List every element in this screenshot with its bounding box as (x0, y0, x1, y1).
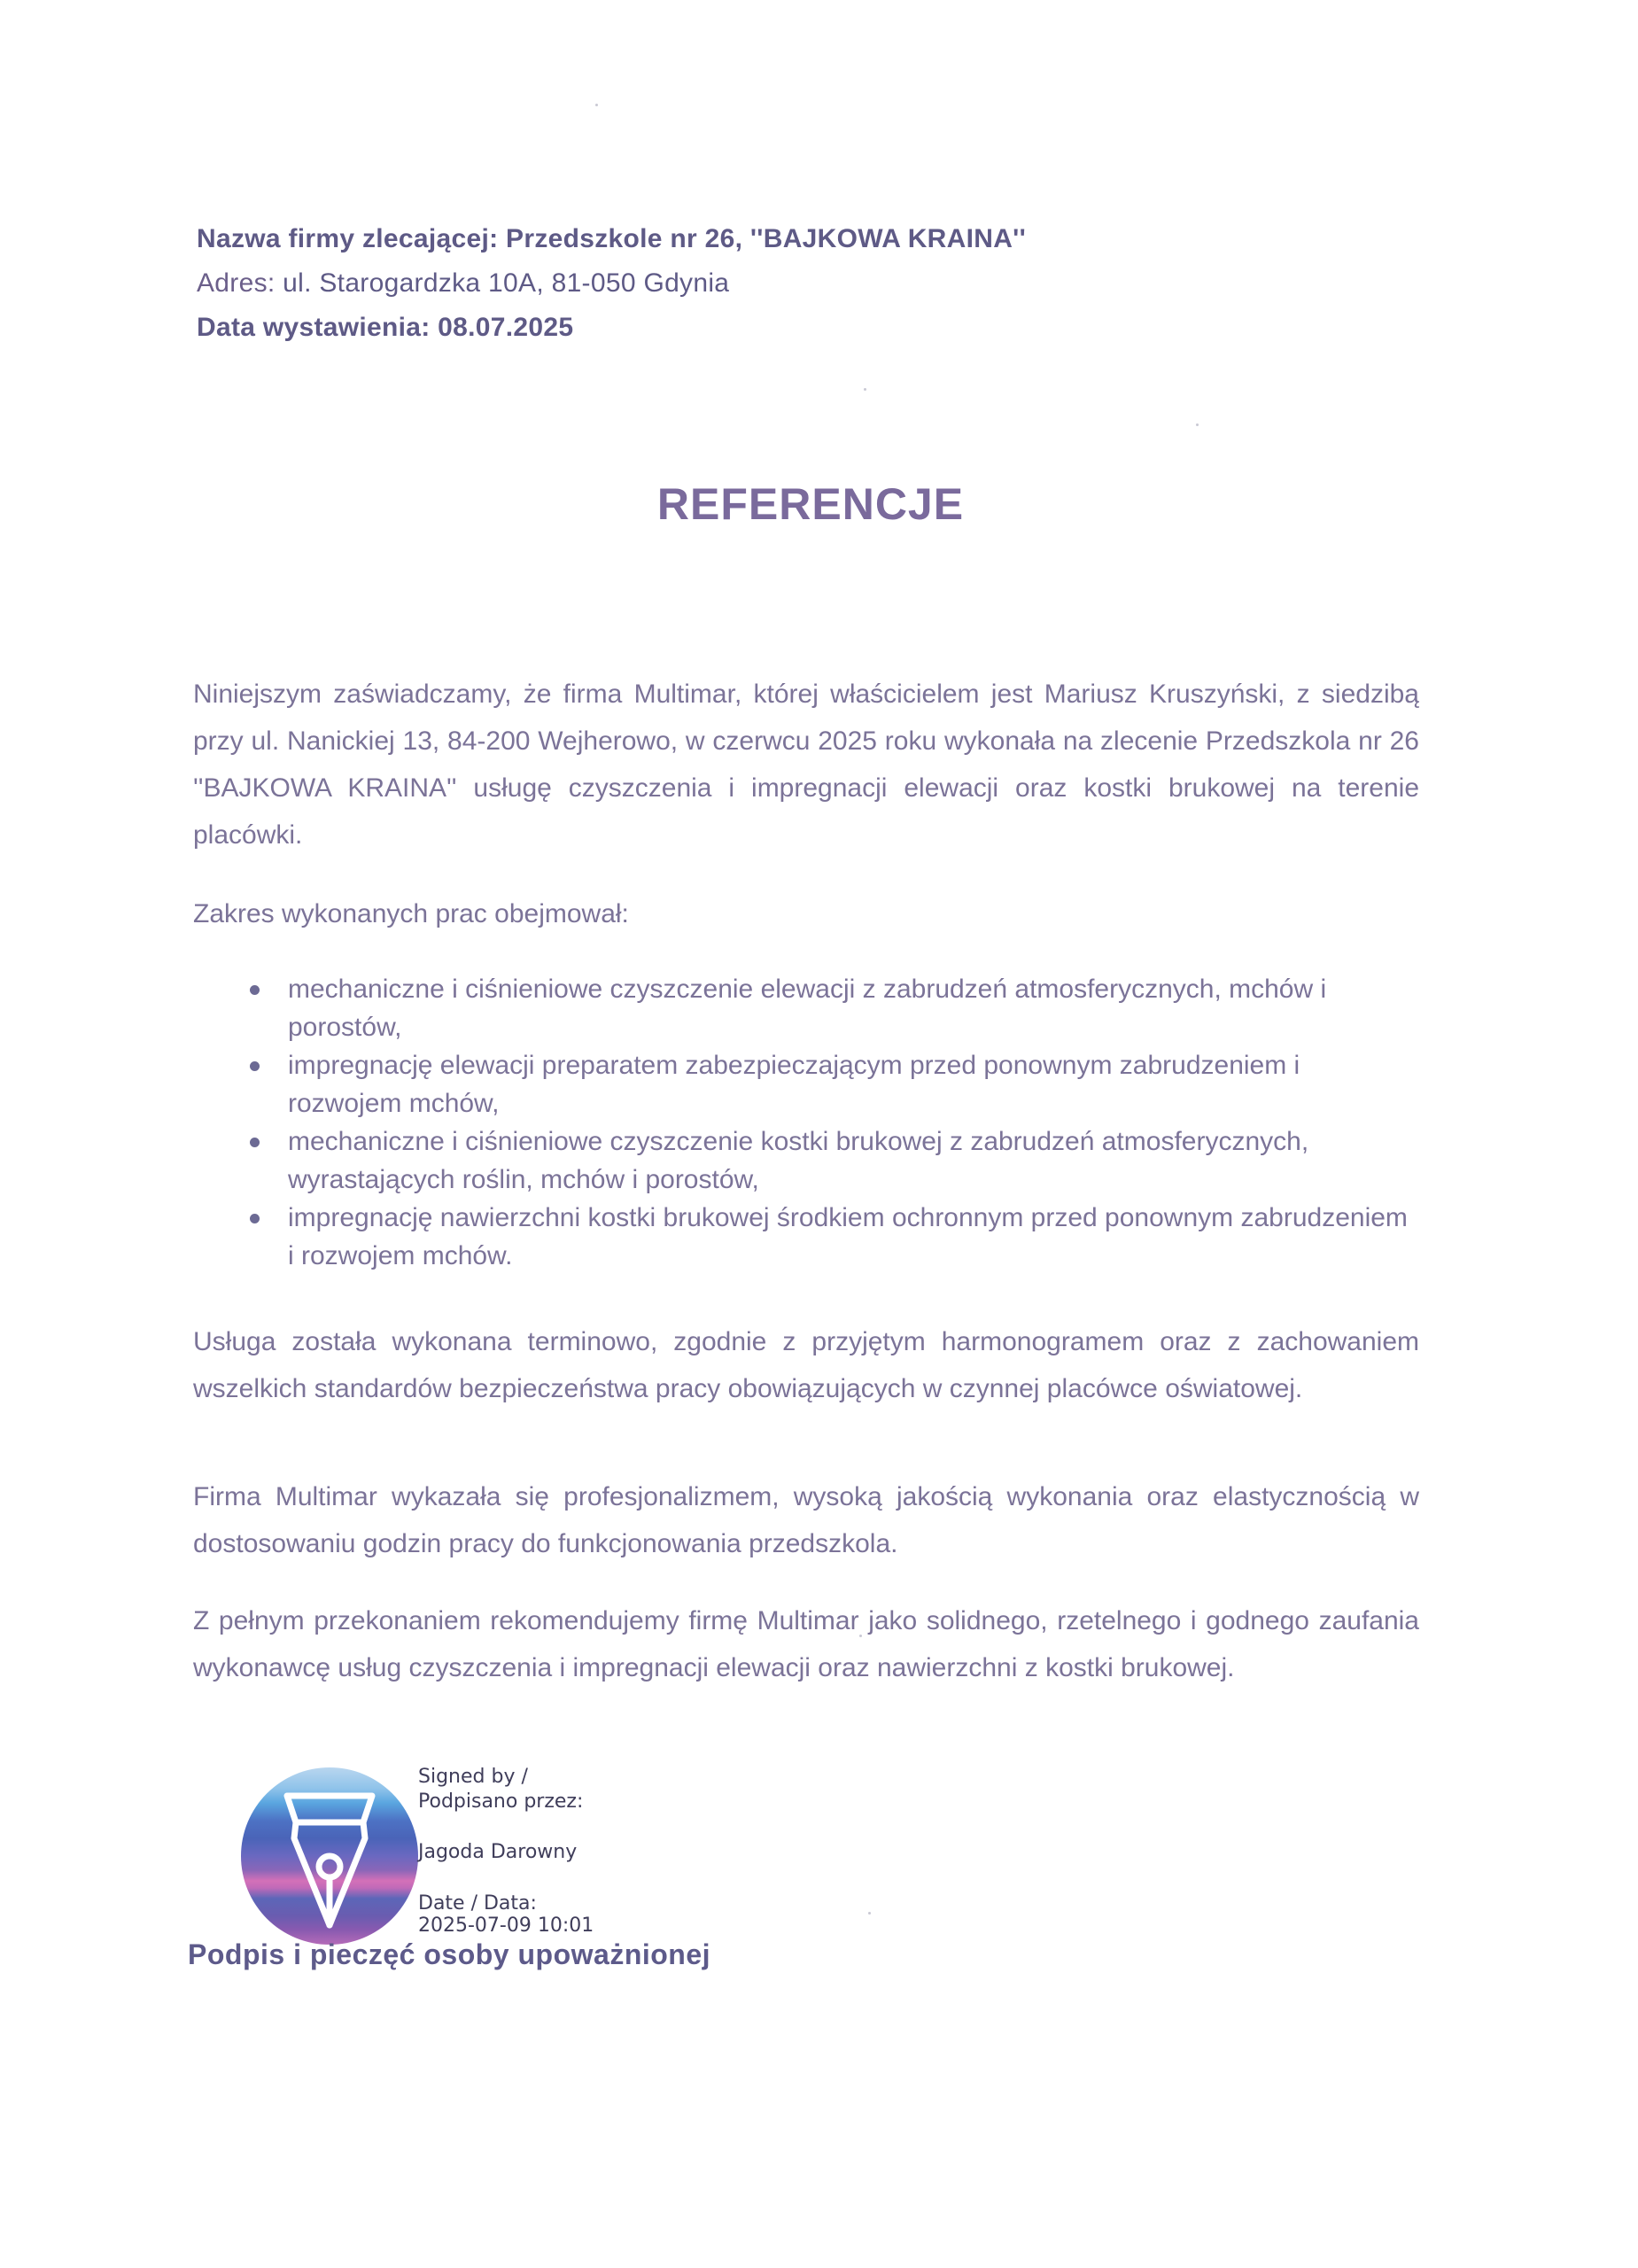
bullet-icon (250, 1138, 260, 1147)
fountain-pen-nib-icon (241, 1767, 418, 1945)
address-label: Adres: (197, 268, 276, 298)
timeliness-paragraph: Usługa została wykonana terminowo, zgodnie z przyjętym harmonogramem oraz z zachowaniem wszelkich standardów bezpieczeństwa pracy obowiązujących w czynnej placówce oświatowej. (193, 1327, 1419, 1403)
recommendation-paragraph: Z pełnym przekonaniem rekomendujemy firmę Multimar jako solidnego, rzetelnego i godnego zaufania wykonawcę usług czyszczenia i impregnacji elewacji oraz nawierzchni z kostki brukowej. (193, 1606, 1419, 1682)
list-item-text: impregnację nawierzchni kostki brukowej środkiem ochronnym przed ponownym zabrudzeniem i rozwojem mchów. (288, 1203, 1408, 1270)
issue-date-line (197, 313, 573, 343)
scan-speck (868, 1912, 871, 1915)
list-item (250, 970, 1410, 1046)
bullet-icon (250, 1061, 260, 1071)
intro-paragraph: Niniejszym zaświadczamy, że firma Multimar, której właścicielem jest Mariusz Kruszyński, z siedzibą przy ul. Nanickiej 13, 84-200 Wejherowo, w czerwcu 2025 roku wykonała na zlecenie Przedszkola nr 26 ''BAJKOWA KRAINA'' usługę czyszczenia i impregnacji elewacji oraz kostki brukowej na terenie placówki. (193, 680, 1419, 850)
scope-list (250, 970, 1410, 1275)
signature-date-value: 2025-07-09 10:01 (418, 1915, 594, 1937)
scan-speck (1196, 423, 1199, 426)
scope-heading: Zakres wykonanych prac obejmował: (193, 899, 629, 928)
issue-date-value: 08.07.2025 (438, 313, 574, 342)
list-item (250, 1122, 1410, 1199)
signature-date-label: Date / Data: (418, 1892, 537, 1915)
list-item-text: mechaniczne i ciśnieniowe czyszczenie elewacji z zabrudzeń atmosferycznych, mchów i porostów, (288, 975, 1327, 1042)
list-item (250, 1199, 1410, 1275)
address-line (197, 268, 729, 299)
document-title: REFERENCJE (656, 479, 965, 529)
professionalism-paragraph: Firma Multimar wykazała się profesjonalizmem, wysoką jakością wykonania oraz elastycznością w dostosowaniu godzin pracy do funkcjonowania przedszkola. (193, 1482, 1419, 1558)
signed-by-label-en: Signed by / (418, 1766, 528, 1788)
signer-name: Jagoda Darowny (418, 1841, 578, 1863)
list-item-text: impregnację elewacji preparatem zabezpieczającym przed ponownym zabrudzeniem i rozwojem mchów, (288, 1051, 1300, 1118)
bullet-icon (250, 1214, 260, 1223)
list-item (250, 1046, 1410, 1122)
signed-by-label-pl: Podpisano przez: (418, 1790, 584, 1813)
bullet-icon (250, 985, 260, 995)
address-value: ul. Starogardzka 10A, 81-050 Gdynia (283, 268, 730, 298)
company-value: Przedszkole nr 26, ''BAJKOWA KRAINA'' (506, 224, 1027, 253)
company-label: Nazwa firmy zlecającej: (197, 224, 499, 253)
list-item-text: mechaniczne i ciśnieniowe czyszczenie kostki brukowej z zabrudzeń atmosferycznych, wyrastających roślin, mchów i porostów, (288, 1127, 1309, 1194)
company-line (197, 224, 1026, 254)
scan-speck (864, 388, 866, 391)
issue-date-label: Data wystawienia: (197, 313, 431, 342)
signature-stamp (241, 1767, 418, 1945)
scan-speck (595, 104, 598, 106)
signature-caption: Podpis i pieczęć osoby upoważnionej (188, 1938, 711, 1970)
